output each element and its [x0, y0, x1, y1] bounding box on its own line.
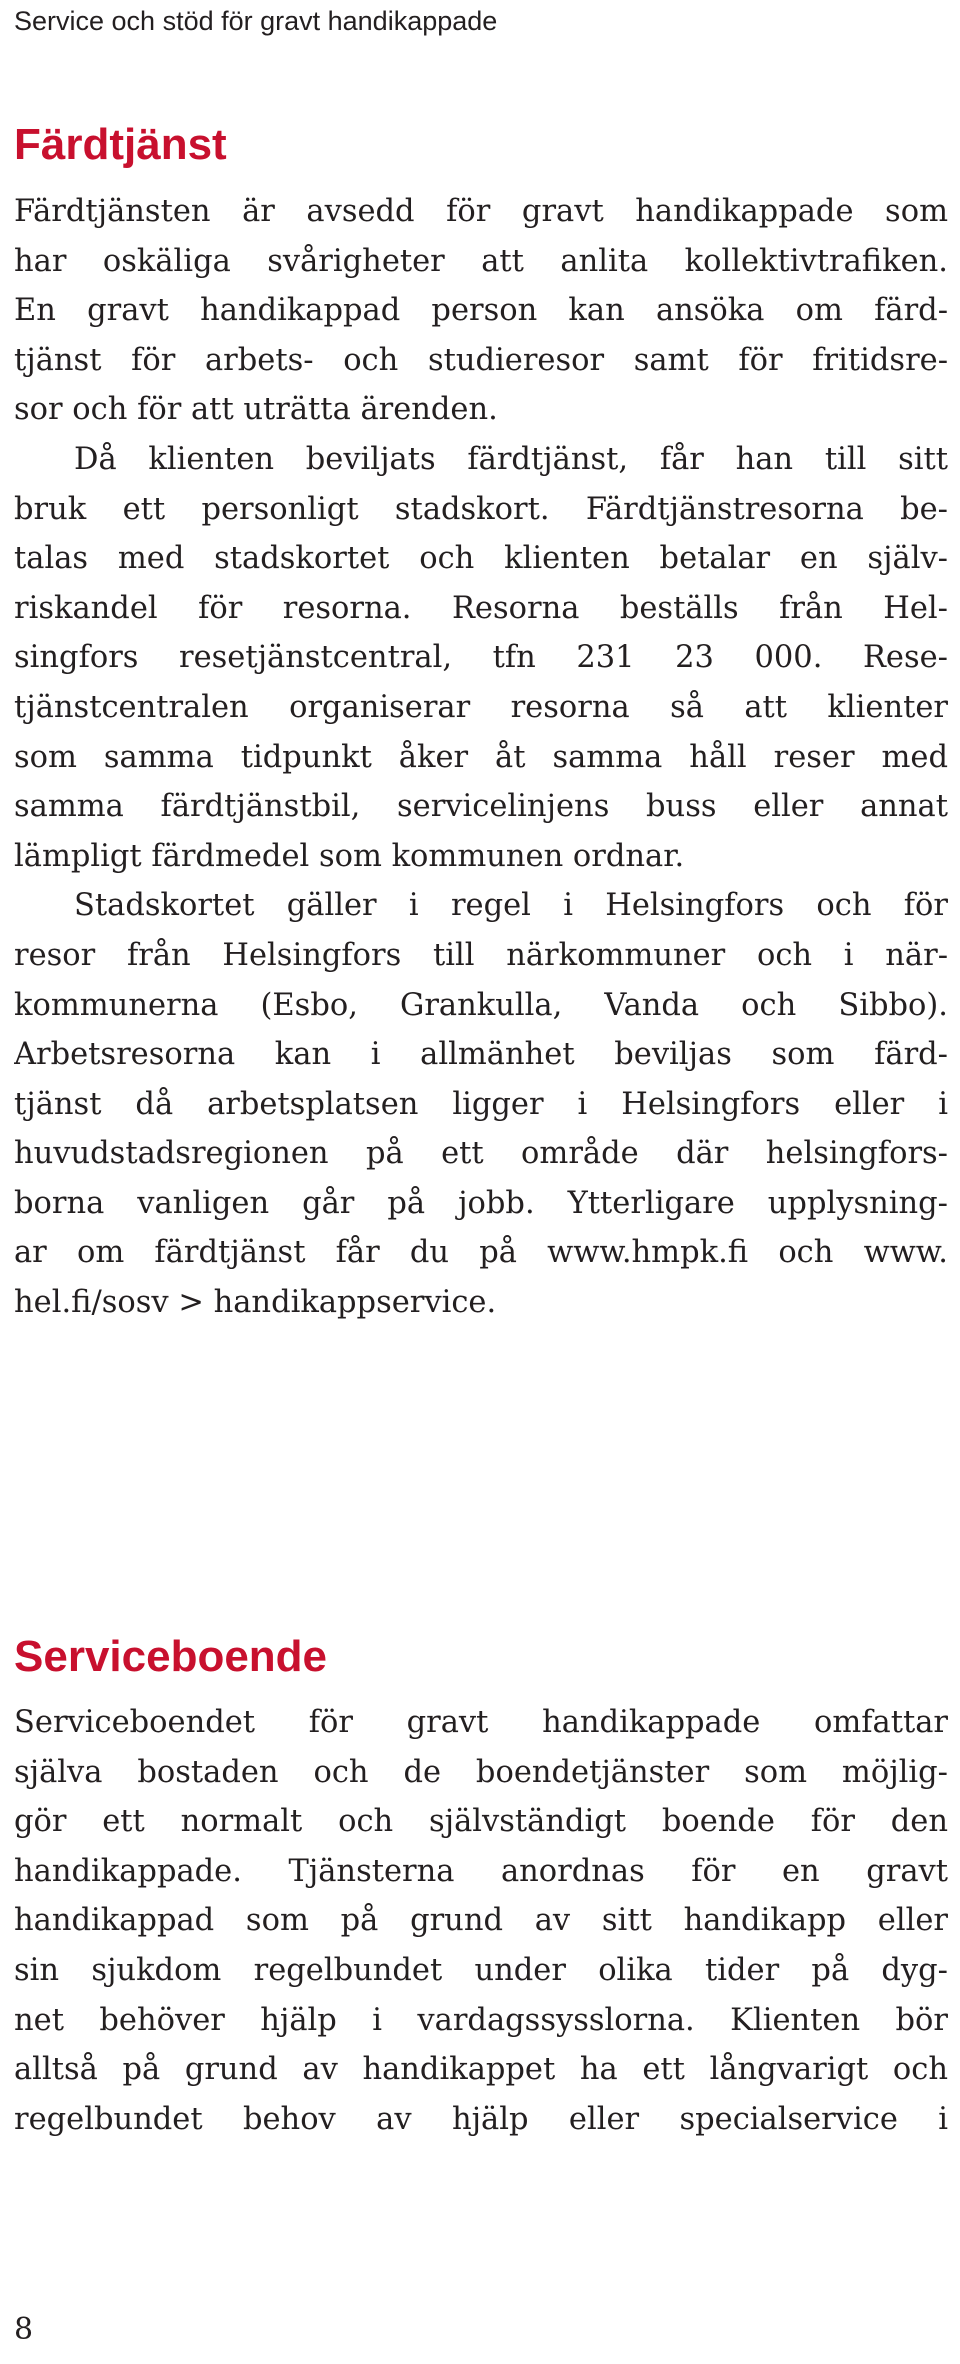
text-line: bruk ett personligt stadskort. Färdtjänstresorna be- — [14, 491, 948, 527]
text-line: sin sjukdom regelbundet under olika tider på dyg- — [14, 1952, 948, 1988]
text-line: talas med stadskortet och klienten betalar en själv- — [14, 541, 948, 577]
text-line: handikappad som på grund av sitt handikapp eller — [14, 1903, 948, 1939]
section-title-serviceboende: Serviceboende — [14, 1632, 328, 1681]
text-line: Då klienten beviljats färdtjänst, får han till sitt — [74, 441, 948, 477]
text-line: En gravt handikappad person kan ansöka om färd- — [14, 293, 948, 329]
text-line: har oskäliga svårigheter att anlita kollektivtrafiken. — [14, 243, 948, 279]
text-line: hel.fi/sosv > handikappservice. — [14, 1285, 497, 1321]
text-line: ar om färdtjänst får du på www.hmpk.fi och www. — [14, 1235, 948, 1271]
text-line: net behöver hjälp i vardagssysslorna. Klienten bör — [14, 2002, 948, 2038]
running-header: Service och stöd för gravt handikappade — [14, 6, 498, 36]
page-number: 8 — [14, 2312, 34, 2347]
text-line: tjänst för arbets- och studieresor samt för fritidsre- — [14, 342, 948, 378]
section-body-serviceboende — [14, 1698, 948, 2144]
text-line: borna vanligen går på jobb. Ytterligare upplysning- — [14, 1185, 948, 1221]
text-line: resor från Helsingfors till närkommuner och i när- — [14, 937, 948, 973]
text-line: kommunerna (Esbo, Grankulla, Vanda och Sibbo). — [14, 987, 948, 1023]
text-line: alltså på grund av handikappet ha ett långvarigt och — [14, 2052, 948, 2088]
text-line: Serviceboendet för gravt handikappade omfattar — [14, 1705, 948, 1740]
text-line: gör ett normalt och självständigt boende för den — [14, 1804, 948, 1840]
section-body-fardtjanst — [14, 187, 948, 1328]
text-line: huvudstadsregionen på ett område där helsingfors- — [14, 1136, 948, 1172]
text-line: Stadskortet gäller i regel i Helsingfors och för — [74, 888, 948, 924]
text-line: som samma tidpunkt åker åt samma håll reser med — [14, 739, 948, 775]
text-line: Arbetsresorna kan i allmänhet beviljas som färd- — [14, 1037, 948, 1073]
text-line: tjänstcentralen organiserar resorna så att klienter — [14, 689, 948, 725]
text-line: samma färdtjänstbil, servicelinjens buss eller annat — [14, 789, 948, 825]
text-line: riskandel för resorna. Resorna beställs från Hel- — [14, 590, 948, 626]
text-line: regelbundet behov av hjälp eller specialservice i — [14, 2101, 948, 2137]
text-line: själva bostaden och de boendetjänster som möjlig- — [14, 1754, 948, 1790]
text-line: Färdtjänsten är avsedd för gravt handikappade som — [14, 194, 948, 229]
text-line: tjänst då arbetsplatsen ligger i Helsingfors eller i — [14, 1086, 948, 1122]
text-line: sor och för att uträtta ärenden. — [14, 392, 498, 428]
text-line: singfors resetjänstcentral, tfn 231 23 000. Rese- — [14, 640, 948, 676]
text-line: lämpligt färdmedel som kommunen ordnar. — [14, 838, 685, 874]
section-title-fardtjanst: Färdtjänst — [14, 120, 227, 169]
text-line: handikappade. Tjänsterna anordnas för en gravt — [14, 1853, 948, 1889]
